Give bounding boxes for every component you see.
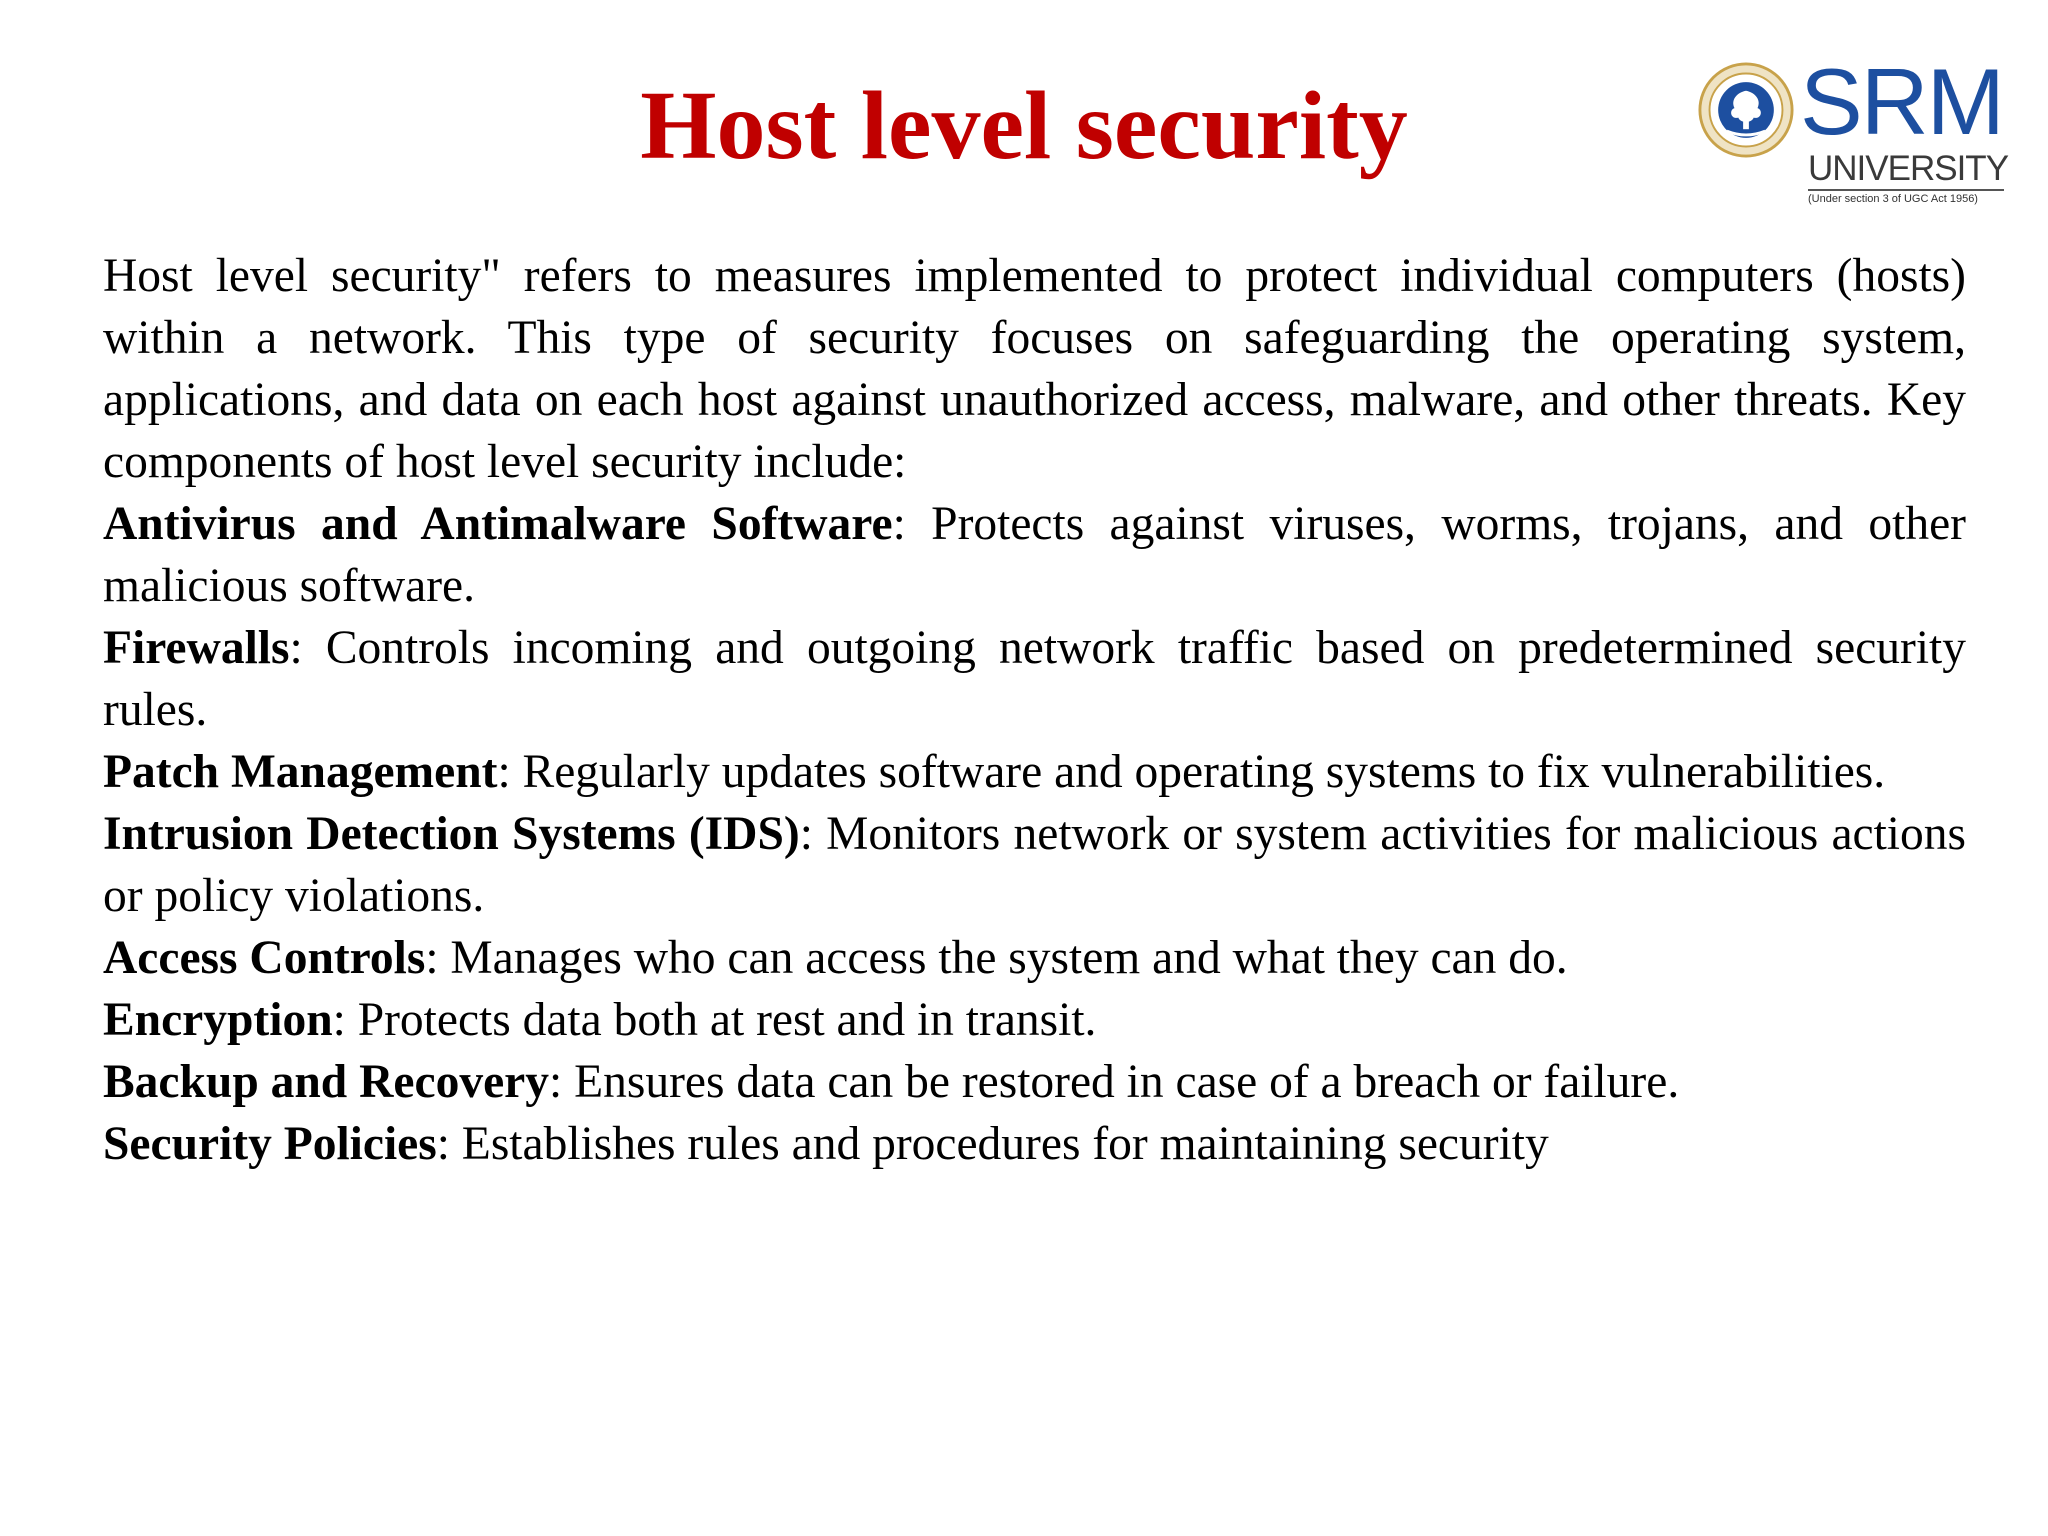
list-item-encryption: [103, 989, 1966, 1051]
slide-title: Host level security: [640, 72, 1408, 180]
logo-accreditation-note: (Under section 3 of UGC Act 1956): [1808, 193, 1978, 205]
list-item-security-policies: [103, 1113, 1966, 1175]
list-item-patch-management: [103, 741, 1966, 803]
item-description: : Monitors network or system activities for malicious actions or policy violations.: [103, 808, 1966, 922]
list-item-firewalls: [103, 617, 1966, 741]
logo-university-text: UNIVERSITY: [1808, 149, 2009, 188]
list-item-backup-recovery: [103, 1051, 1966, 1113]
item-term: Security Policies: [103, 1118, 437, 1170]
item-term: Access Controls: [103, 932, 426, 984]
list-item-access-controls: [103, 927, 1966, 989]
intro-paragraph: Host level security" refers to measures implemented to protect individual computers (hosts) within a network. This type of security focuses on safeguarding the operating system, applications, and data on each host against unauthorized access, malware, and other threats. Key components of host level security include:: [103, 250, 1966, 488]
item-description: : Controls incoming and outgoing network traffic based on predetermined security rules.: [103, 622, 1966, 736]
logo-wordmark: SRM: [1800, 49, 2003, 154]
item-term: Antivirus and Antimalware Software: [103, 498, 893, 550]
item-term: Encryption: [103, 994, 333, 1046]
list-item-antivirus: [103, 493, 1966, 617]
item-term: Intrusion Detection Systems (IDS): [103, 808, 800, 860]
item-term: Patch Management: [103, 746, 498, 798]
list-item-ids: [103, 803, 1966, 927]
item-description: : Protects data both at rest and in transit.: [332, 994, 1097, 1046]
item-description: : Regularly updates software and operating systems to fix vulnerabilities.: [497, 746, 1886, 798]
logo-divider: [1808, 189, 2004, 191]
university-seal-icon: [1698, 62, 1794, 158]
item-term: Backup and Recovery: [103, 1056, 549, 1108]
item-term: Firewalls: [103, 622, 290, 674]
item-description: : Protects against viruses, worms, trojans, and other malicious software.: [103, 498, 1966, 612]
srm-university-logo: [1698, 49, 2009, 210]
item-description: : Establishes rules and procedures for maintaining security: [436, 1118, 1549, 1170]
slide-body: [103, 245, 1966, 1175]
item-description: : Manages who can access the system and what they can do.: [425, 932, 1568, 984]
item-description: : Ensures data can be restored in case of a breach or failure.: [549, 1056, 1680, 1108]
